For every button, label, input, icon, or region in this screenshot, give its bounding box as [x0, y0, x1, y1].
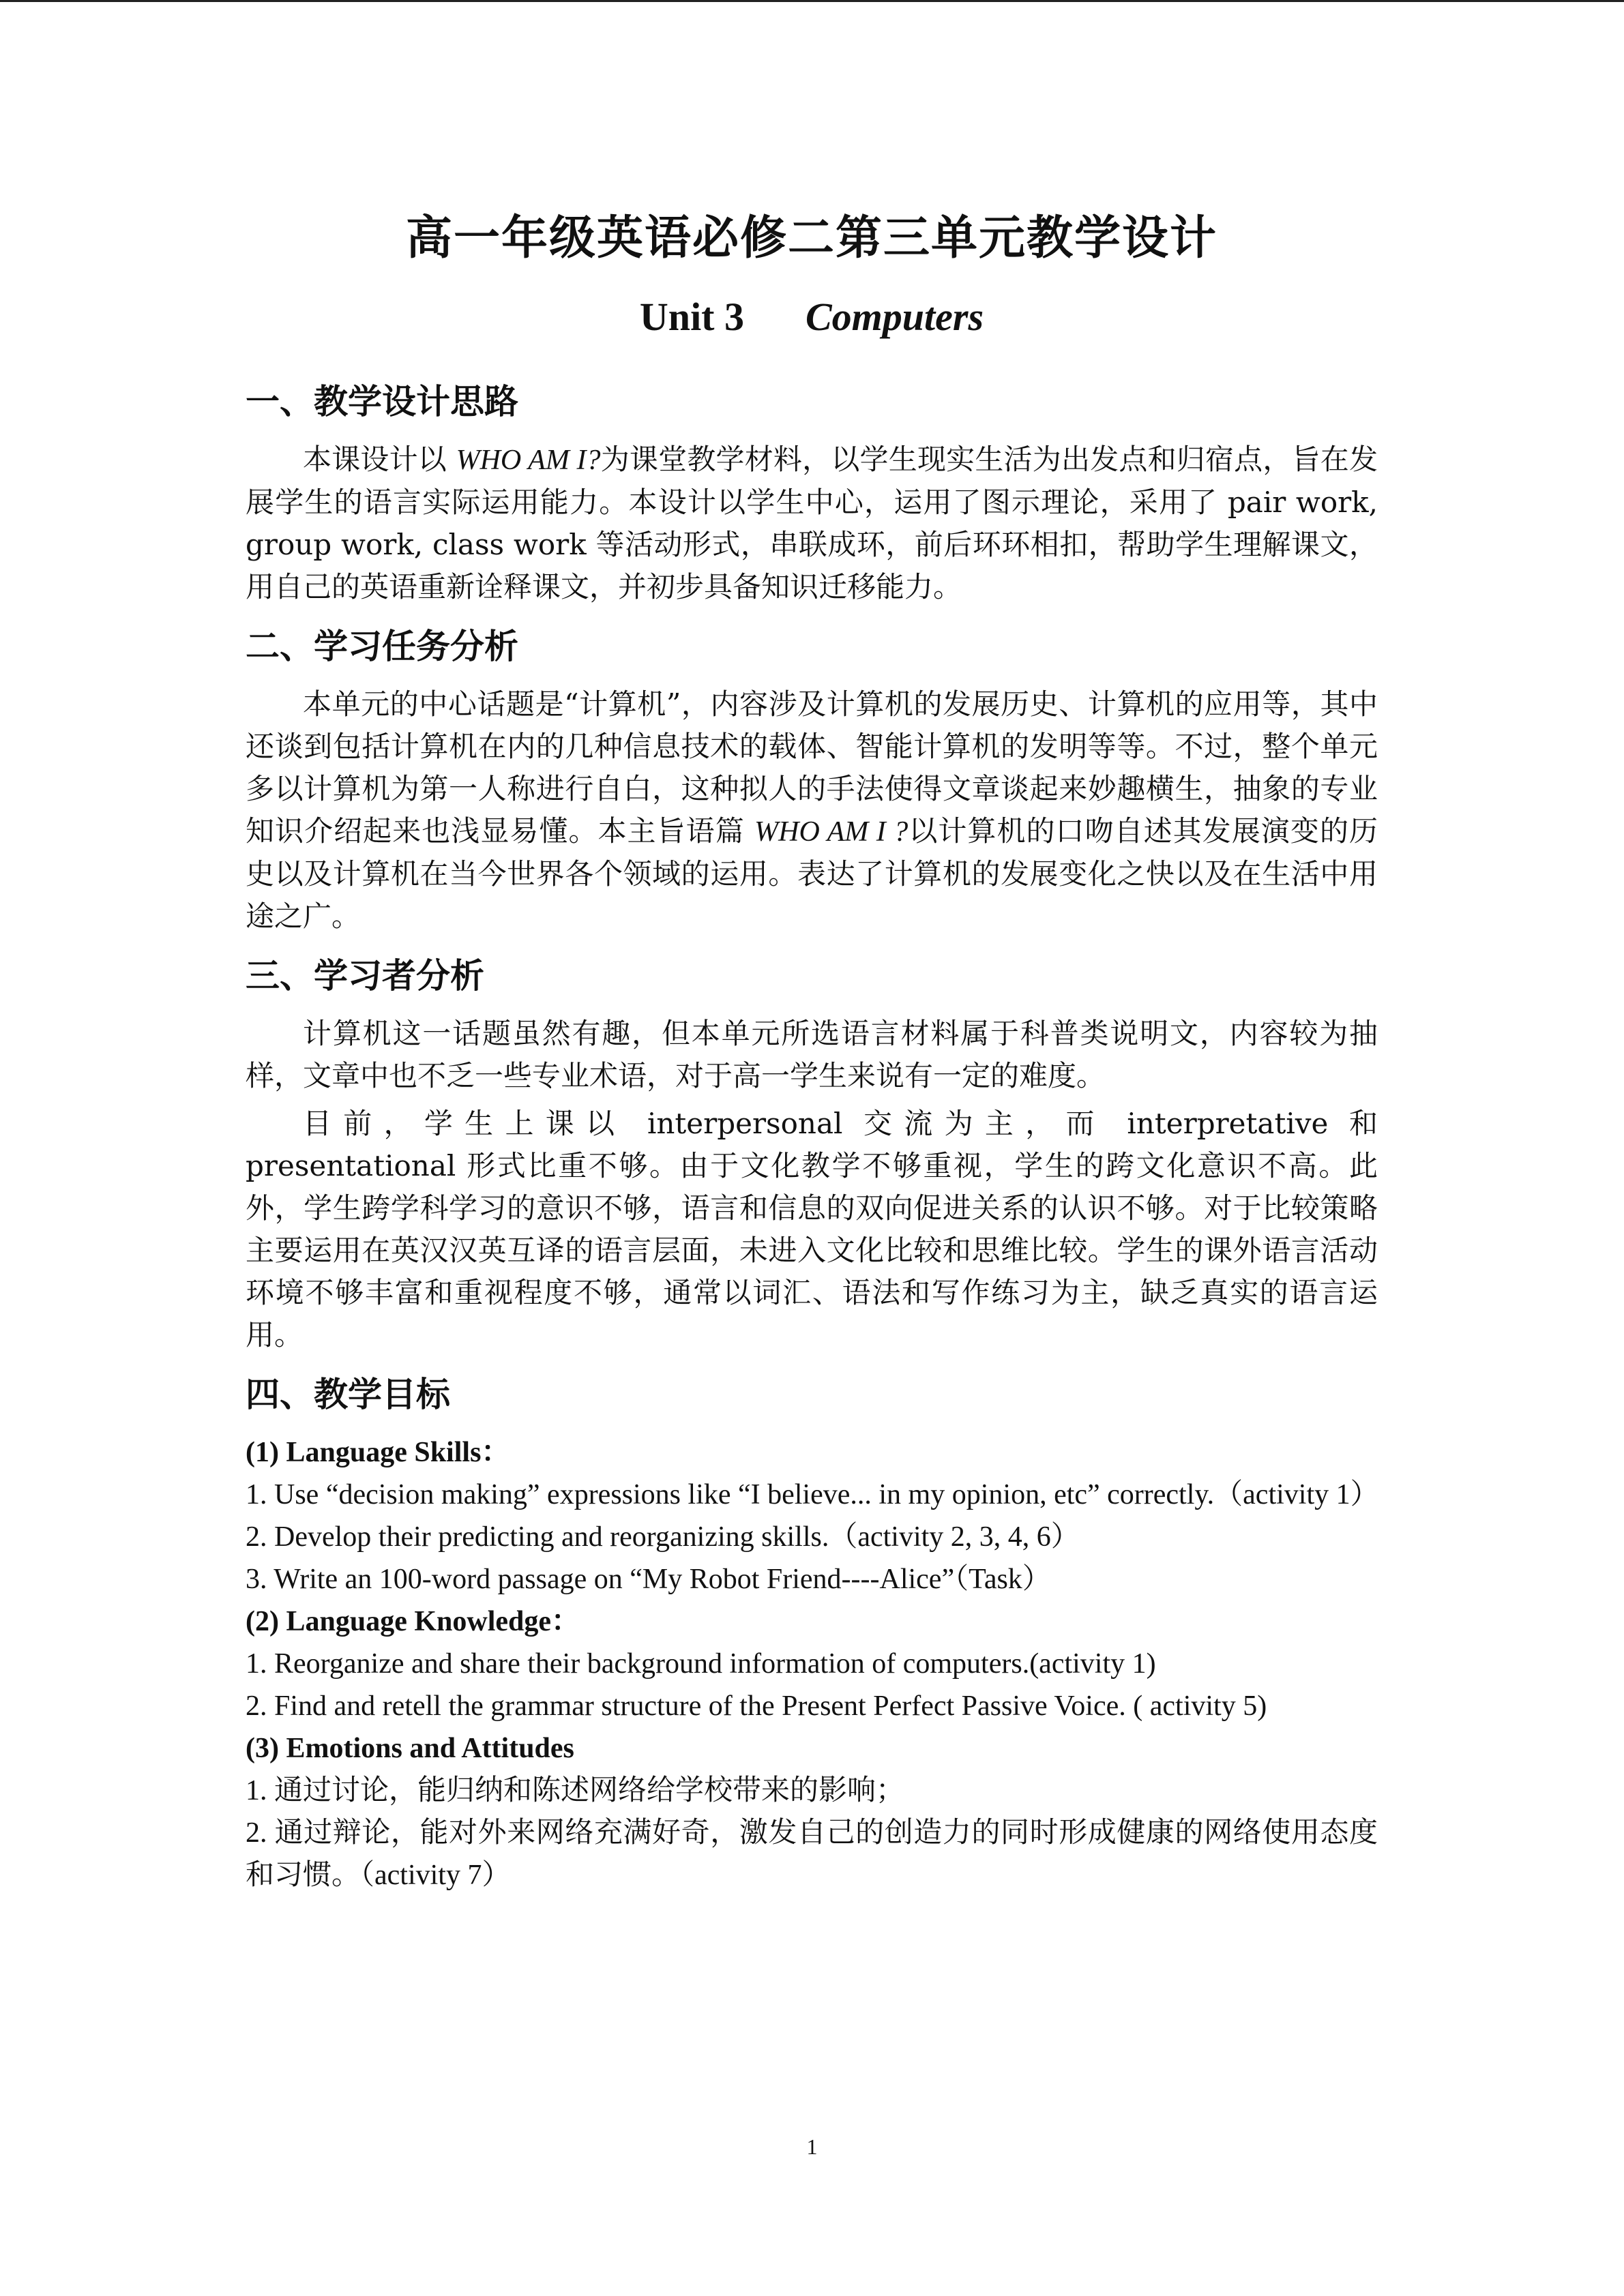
s2-text-italic: WHO AM I ?	[754, 816, 909, 848]
s2-text-pre: 本单元的中心话题是“计算机”，内容涉及计算机的发展历史、计算机的应用等，其中还谈到包括计算机在内的几种信息技术的载体、智能计算机的发明等等。不过，整个单元多以计算机为第一人称进行自白，这种拟人的手法使得文章谈起来妙趣横生，抽象的专业知识介绍起来也浅显易懂。本主旨语篇	[246, 687, 1378, 848]
top-border-line	[0, 0, 1624, 2]
goal-2-item: 2. Find and retell the grammar structure of the Present Perfect Passive Voice. ( activity 5)	[246, 1690, 1267, 1722]
goal-1-item: 2. Develop their predicting and reorganizing skills.（activity 2, 3, 4, 6）	[246, 1521, 1080, 1553]
s1-text-italic: WHO AM I?	[456, 445, 601, 476]
section-1-paragraph	[246, 438, 1378, 608]
s1-text-post: 为课堂教学材料，以学生现实生活为出发点和归宿点，旨在发展学生的语言实际运用能力。本设计以学生中心，运用了图示理论，采用了 pair work, group work, class work 等活动形式，串联成环，前后环环相扣，帮助学生理解课文，用自己的英语重新诠释课文，并初步具备知识迁移能力。	[246, 443, 1378, 603]
goal-2-item: 1. Reorganize and share their background information of computers.(activity 1)	[246, 1648, 1156, 1680]
goal-1-item: 3. Write an 100-word passage on “My Robot Friend----Alice”（Task）	[246, 1564, 1051, 1595]
section-3-paragraph-2: 目前，学生上课以 interpersonal 交流为主，而 interpretative 和 presentational 形式比重不够。由于文化教学不够重视，学生的跨文化意识不高。此外，学生跨学科学习的意识不够，语言和信息的双向促进关系的认识不够。对于比较策略主要运用在英汉汉英互译的语言层面，未进入文化比较和思维比较。学生的课外语言活动环境不够丰富和重视程度不够，通常以词汇、语法和写作练习为主，缺乏真实的语言运用。	[246, 1107, 1378, 1352]
s1-text-pre: 本课设计以	[303, 443, 456, 476]
section-2-paragraph	[246, 683, 1378, 938]
s2-text-post: 以计算机的口吻自述其发展演变的历史以及计算机在当今世界各个领域的运用。表达了计算机的发展变化之快以及在生活中用途之广。	[246, 814, 1378, 933]
goal-3-item: 2. 通过辩论，能对外来网络充满好奇，激发自己的创造力的同时形成健康的网络使用态度和习惯。（activity 7）	[246, 1817, 1378, 1891]
subtitle-topic: Computers	[806, 295, 984, 339]
section-4-heading: 四、教学目标	[246, 1375, 450, 1414]
goal-2-heading: (2) Language Knowledge：	[246, 1606, 580, 1637]
goal-3-item: 1. 通过讨论，能归纳和陈述网络给学校带来的影响；	[246, 1775, 905, 1806]
page-number: 1	[806, 2134, 818, 2159]
section-3-heading: 三、学习者分析	[246, 956, 484, 996]
document-page	[246, 194, 1378, 1896]
document-title: 高一年级英语必修二第三单元教学设计	[405, 211, 1217, 265]
goal-1-heading: (1) Language Skills：	[246, 1437, 510, 1468]
section-1-heading: 一、教学设计思路	[246, 382, 518, 421]
document-subtitle	[246, 283, 1378, 351]
goal-3-heading: (3) Emotions and Attitudes	[246, 1733, 574, 1764]
goal-1-item: 1. Use “decision making” expressions like “I believe... in my opinion, etc” correctly.（activity 1）	[246, 1479, 1379, 1510]
section-2-heading: 二、学习任务分析	[246, 627, 518, 666]
section-3-paragraph-1: 计算机这一话题虽然有趣，但本单元所选语言材料属于科普类说明文，内容较为抽样，文章中也不乏一些专业术语，对于高一学生来说有一定的难度。	[246, 1017, 1378, 1092]
subtitle-unit: Unit 3	[639, 295, 744, 339]
